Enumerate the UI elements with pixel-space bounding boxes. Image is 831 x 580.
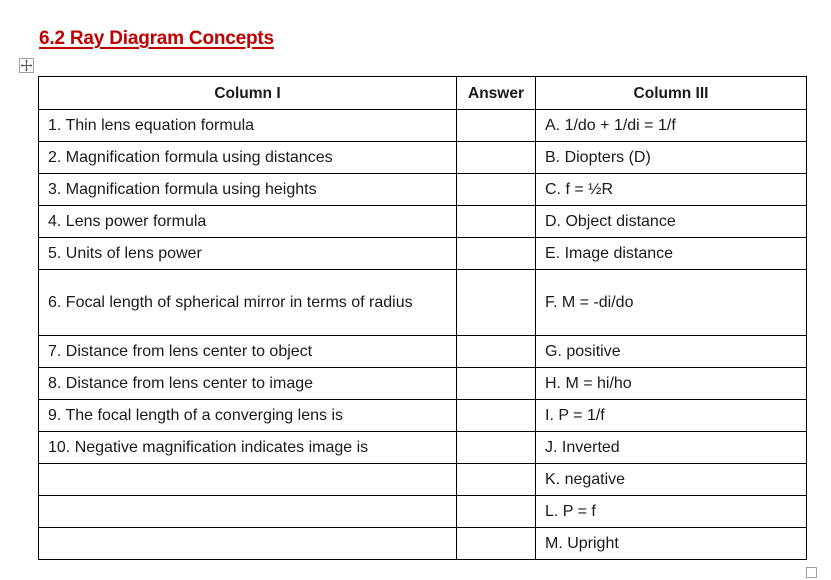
column-i-cell[interactable]: 8. Distance from lens center to image [39,368,457,400]
column-iii-cell[interactable]: G. positive [536,336,807,368]
column-iii-cell[interactable]: F. M = -di/do [536,270,807,336]
column-iii-cell[interactable]: J. Inverted [536,432,807,464]
table-row [39,432,807,464]
answer-cell[interactable] [457,174,536,206]
column-i-cell[interactable]: 3. Magnification formula using heights [39,174,457,206]
table-resize-handle-icon[interactable] [806,567,817,578]
table-move-handle-icon[interactable] [19,58,34,73]
answer-cell[interactable] [457,142,536,174]
header-answer: Answer [457,77,536,110]
table-row [39,464,807,496]
four-arrows-move-icon [20,59,33,72]
table-row [39,400,807,432]
column-iii-cell[interactable]: H. M = hi/ho [536,368,807,400]
table-row [39,336,807,368]
table-row [39,368,807,400]
answer-cell[interactable] [457,270,536,336]
column-iii-cell[interactable]: L. P = f [536,496,807,528]
column-i-cell[interactable] [39,496,457,528]
column-i-cell[interactable]: 1. Thin lens equation formula [39,110,457,142]
answer-cell[interactable] [457,400,536,432]
header-column-i: Column I [39,77,457,110]
table-row [39,528,807,560]
answer-cell[interactable] [457,528,536,560]
column-iii-cell[interactable]: C. f = ½R [536,174,807,206]
document-title: 6.2 Ray Diagram Concepts [39,28,274,49]
answer-cell[interactable] [457,206,536,238]
answer-cell[interactable] [457,368,536,400]
column-iii-cell[interactable]: I. P = 1/f [536,400,807,432]
table-row [39,110,807,142]
answer-cell[interactable] [457,110,536,142]
column-iii-cell[interactable]: E. Image distance [536,238,807,270]
header-column-iii: Column III [536,77,807,110]
answer-cell[interactable] [457,464,536,496]
table-row [39,206,807,238]
answer-cell[interactable] [457,336,536,368]
column-i-cell[interactable]: 9. The focal length of a converging lens is [39,400,457,432]
table-row [39,270,807,336]
table-row [39,238,807,270]
table-header-row [39,77,807,110]
column-i-cell[interactable]: 5. Units of lens power [39,238,457,270]
answer-cell[interactable] [457,496,536,528]
matching-table [38,76,807,560]
column-iii-cell[interactable]: A. 1/do + 1/di = 1/f [536,110,807,142]
column-iii-cell[interactable]: D. Object distance [536,206,807,238]
column-i-cell[interactable]: 6. Focal length of spherical mirror in terms of radius [39,270,457,336]
column-iii-cell[interactable]: B. Diopters (D) [536,142,807,174]
column-i-cell[interactable]: 4. Lens power formula [39,206,457,238]
answer-cell[interactable] [457,432,536,464]
answer-cell[interactable] [457,238,536,270]
column-iii-cell[interactable]: M. Upright [536,528,807,560]
column-iii-cell[interactable]: K. negative [536,464,807,496]
column-i-cell[interactable] [39,464,457,496]
table-row [39,496,807,528]
column-i-cell[interactable]: 10. Negative magnification indicates image is [39,432,457,464]
column-i-cell[interactable]: 2. Magnification formula using distances [39,142,457,174]
table-row [39,174,807,206]
table-row [39,142,807,174]
column-i-cell[interactable]: 7. Distance from lens center to object [39,336,457,368]
column-i-cell[interactable] [39,528,457,560]
